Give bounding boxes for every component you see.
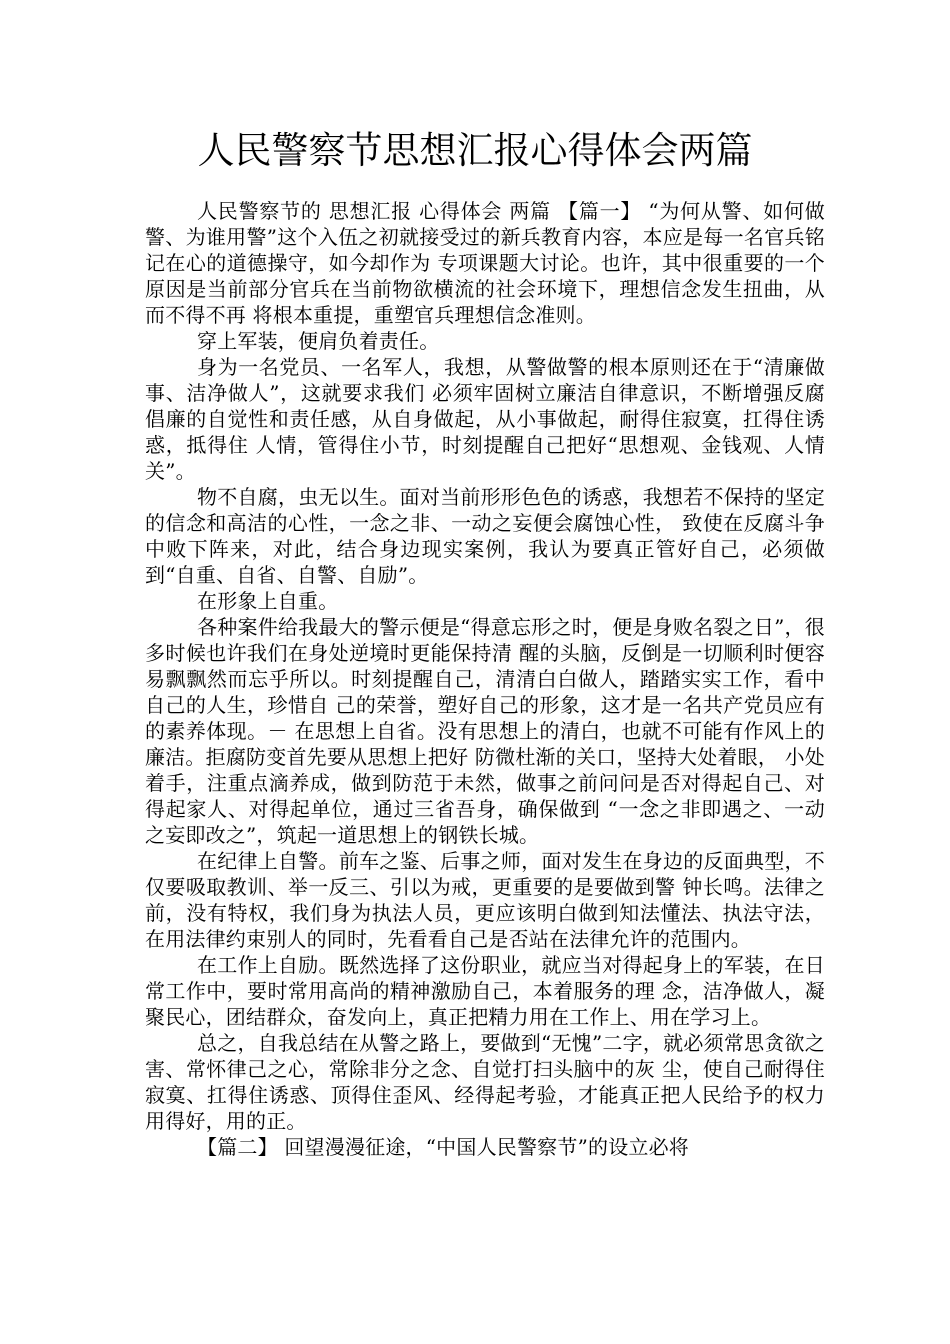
paragraph: 各种案件给我最大的警示便是“得意忘形之时，便是身败名裂之日”，很多时候也许我们在身处逆境时更能保持清 醒的头脑，反倒是一切顺利时便容易飘飘然而忘乎所以。时刻提醒自己，清清白白做人，踏踏实实工作，看中自己的人生，珍惜自 己的荣誉，塑好自己的形象，这才是一名共产党员应有的素养体现。－ 在思想上自省。没有思想上的清白，也就不可能有作风上的廉洁。拒腐防变首先要从思想上把好 防微杜渐的关口，坚持大处着眼， 小处着手，注重点滴养成，做到防范于未然，做事之前问问是否对得起自己、对得起家人、对得起单位，通过三省吾身，确保做到 “一念之非即遇之、一动之妄即改之”，筑起一道思想上的钢铁长城。 [145,615,825,847]
paragraph: 【篇二】 回望漫漫征途，“中国人民警察节”的设立必将 [197,1135,690,1159]
paragraph: 物不自腐，虫无以生。面对当前形形色色的诱惑，我想若不保持的坚定的信念和高洁的心性，一念之非、一动之妄便会腐蚀心性， 致使在反腐斗争中败下阵来，对此，结合身边现实案例，我认为要真正管好自己，必须做到“自重、自省、自警、自励”。 [145,485,825,587]
document-body [145,198,825,1160]
document-title: 人民警察节思想汇报心得体会两篇 [197,129,753,172]
paragraph: 身为一名党员、一名军人，我想，从警做警的根本原则还在于“清廉做事、洁净做人”，这就要求我们 必须牢固树立廉洁自律意识，不断增强反腐倡廉的自觉性和责任感，从自身做起，从小事做起，耐得住寂寞，扛得住诱惑，抵得住 人情，管得住小节，时刻提醒自己把好“思想观、金钱观、人情关”。 [145,355,825,483]
paragraph: 人民警察节的 思想汇报 心得体会 两篇 【篇一】 “为何从警、如何做警、为谁用警”这个入伍之初就接受过的新兵教育内容，本应是每一名官兵铭记在心的道德操守，如今却作为 专项课题大讨论。也许，其中很重要的一个原因是当前部分官兵在当前物欲横流的社会环境下，理想信念发生扭曲，从而不得不再 将根本重提，重塑官兵理想信念准则。 [145,199,825,327]
paragraph: 穿上军装，便肩负着责任。 [197,329,440,353]
paragraph: 在工作上自励。既然选择了这份职业，就应当对得起身上的军装，在日常工作中，要时常用高尚的精神激励自己，本着服务的理 念，洁净做人，凝聚民心，团结群众，奋发向上，真正把精力用在工作上、用在学习上。 [145,953,825,1029]
paragraph: 总之，自我总结在从警之路上，要做到“无愧”二字，就必须常思贪欲之害、常怀律己之心，常除非分之念、自觉打扫头脑中的灰 尘，使自己耐得住寂寞、扛得住诱惑、顶得住歪风、经得起考验，才能真正把人民给予的权力用得好，用的正。 [145,1031,825,1133]
paragraph: 在纪律上自警。前车之鉴、后事之师，面对发生在身边的反面典型，不仅要吸取教训、举一反三、引以为戒，更重要的是要做到警 钟长鸣。法律之前，没有特权，我们身为执法人员，更应该明白做到知法懂法、执法守法，在用法律约束别人的同时，先看看自己是否站在法律允许的范围内。 [145,849,825,951]
paragraph: 在形象上自重。 [197,589,339,613]
